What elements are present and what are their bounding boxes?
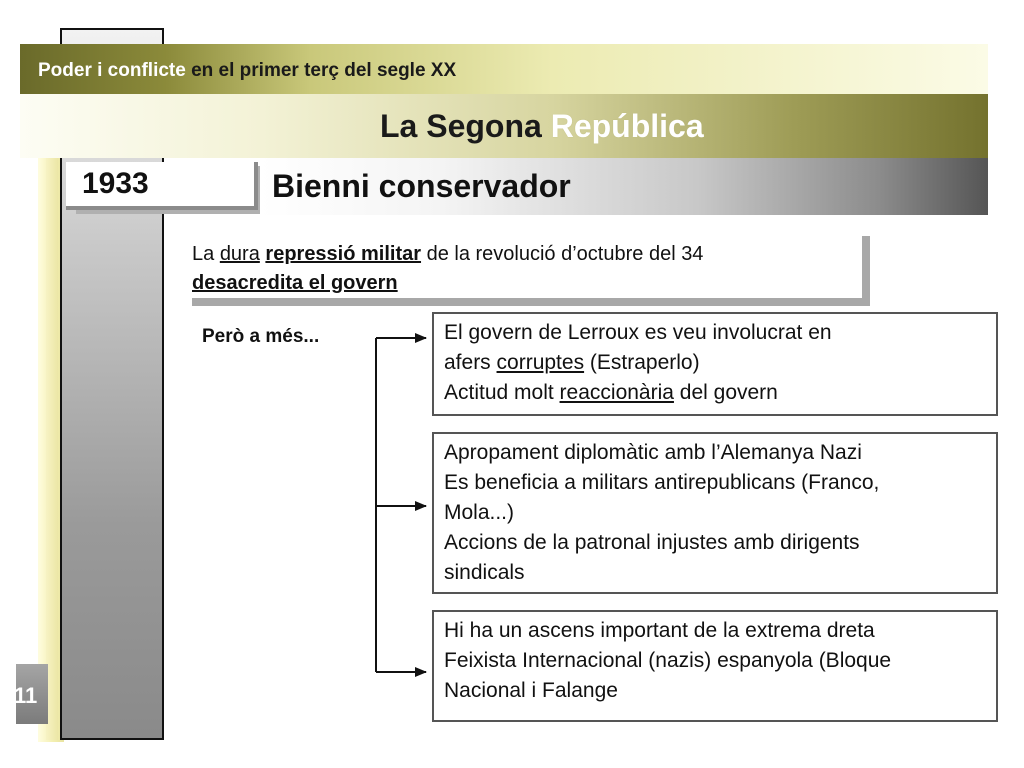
box-corruption bbox=[432, 312, 998, 416]
connector-label: Però a més... bbox=[202, 326, 320, 347]
box1-line-2 bbox=[444, 348, 986, 378]
box1-line-3 bbox=[444, 378, 986, 408]
intro-text-underlined: dura bbox=[219, 243, 260, 265]
box2-line-5: sindicals bbox=[444, 561, 525, 584]
box2-line-1: Apropament diplomàtic amb l’Alemanya Nazi bbox=[444, 441, 862, 464]
box2-line-4: Accions de la patronal injustes amb dirigents bbox=[444, 531, 860, 554]
title-part-2: República bbox=[550, 108, 704, 144]
box-foreign-policy bbox=[432, 432, 998, 594]
intro-text-bold: repressió militar bbox=[265, 243, 422, 265]
box1-line-2c: (Estraperlo) bbox=[584, 351, 700, 374]
topic-part-1: Poder i conflicte bbox=[38, 60, 186, 81]
box3-line-1: Hi ha un ascens important de la extrema dreta bbox=[444, 619, 875, 642]
title-part-1: La Segona bbox=[380, 108, 542, 144]
intro-text-2: de la revolució d’octubre del 34 bbox=[421, 243, 704, 265]
year-label: 1933 bbox=[82, 167, 149, 200]
box1-line-1: El govern de Lerroux es veu involucrat en bbox=[444, 321, 832, 344]
box1-line-3c: del govern bbox=[673, 381, 778, 404]
box1-line-3b: reaccionària bbox=[559, 381, 674, 404]
box2-line-2: Es beneficia a militars antirepublicans (Franco, bbox=[444, 471, 880, 494]
page-number: 11 bbox=[14, 683, 38, 708]
intro-text-1: La bbox=[192, 243, 220, 265]
subtitle: Bienni conservador bbox=[272, 168, 571, 204]
intro-text-conclusion: desacredita el govern bbox=[192, 272, 398, 294]
box1-line-2b: corruptes bbox=[496, 351, 585, 374]
box1-line-3a: Actitud molt bbox=[444, 381, 560, 404]
box2-line-3: Mola...) bbox=[444, 501, 515, 524]
topic-part-2: en el primer terç del segle XX bbox=[191, 60, 457, 81]
box3-line-2: Feixista Internacional (nazis) espanyola (Bloque bbox=[444, 649, 892, 672]
box3-line-3: Nacional i Falange bbox=[444, 679, 618, 702]
box-far-right bbox=[432, 610, 998, 722]
box1-line-2a: afers bbox=[444, 351, 497, 374]
